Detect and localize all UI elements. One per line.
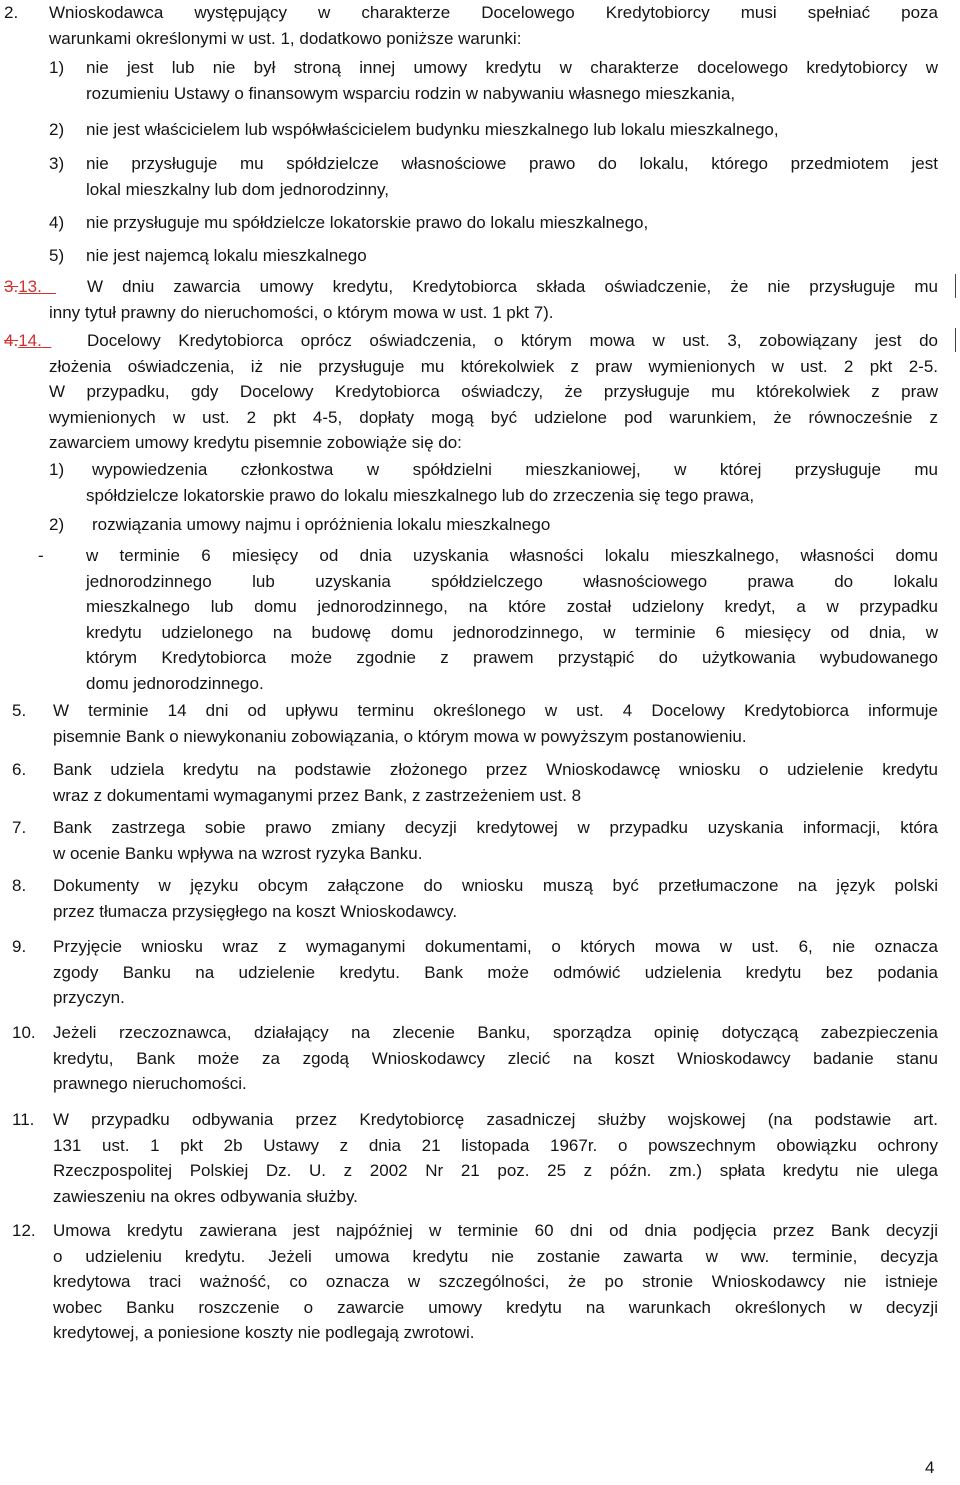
text-line: kredytowej, a poniesione koszty nie podlegają zwrotowi. [53,1323,475,1342]
item-number [4,328,51,354]
text-line: kredytu udzielonego na budowę domu jednorodzinnego, w terminie 6 miesięcy od dnia, w [86,622,938,642]
item-4-sub-2 [0,512,938,538]
text-line: W przypadku, gdy Docelowy Kredytobiorca oświadczy, że przysługuje mu którekolwiek z praw [49,382,938,401]
text-line: w ocenie Banku wpływa na wzrost ryzyka Banku. [53,843,423,863]
text-line: W przypadku odbywania przez Kredytobiorcę zasadniczej służby wojskowej (na podstawie art. [53,1110,938,1129]
item-number: 6. [12,760,27,779]
inserted-number: 13. [18,277,42,296]
item-number: 11. [12,1110,35,1129]
item-number: 2. [4,3,19,22]
dash-marker: - [38,546,44,565]
item-4-sub-1 [0,457,938,508]
text-line: pisemnie Bank o niewykonaniu zobowiązania, o którym mowa w powyższym postanowieniu. [53,726,747,746]
text-line: 131 ust. 1 pkt 2b Ustawy z dnia 21 listopada 1967r. o powszechnym obowiązku ochrony [53,1135,938,1155]
text-line: przyczyn. [53,988,125,1007]
text-line: wymienionych w ust. 2 pkt 4-5, dopłaty mogą być udzielone pod warunkiem, że równocześnie z [49,407,938,427]
text-line: wraz z dokumentami wymaganymi przez Bank, z zastrzeżeniem ust. 8 [53,785,582,805]
condition-number: 5) [49,246,65,265]
text-line: Umowa kredytu zawierana jest najpóźniej w terminie 60 dni od dnia podjęcia przez Bank decyzji [53,1221,938,1240]
text-line: wobec Banku roszczenie o zawarcie umowy kredytu na warunkach określonych w decyzji [53,1297,938,1317]
text-line: wypowiedzenia członkostwa w spółdzielni mieszkaniowej, w której przysługuje mu [92,460,938,479]
item-9 [0,934,938,1011]
text-line: Dokumenty w języku obcym załączone do wniosku muszą być przetłumaczone na język polski [53,876,938,895]
text-line: o udzieleniu kredytu. Jeżeli umowa kredytu nie zostanie zawarta w ww. terminie, decyzja [53,1246,938,1266]
item-8 [0,873,938,924]
sub-number: 1) [49,460,65,479]
item-4-dash [0,543,938,696]
item-number [4,274,56,300]
text-line: jednorodzinnego lub uzyskania spółdzielczego własnościowego prawa do lokalu [86,571,938,591]
text-line: W terminie 14 dni od upływu terminu określonego w ust. 4 Docelowy Kredytobiorca informuje [53,701,938,720]
text-line: złożenia oświadczenia, iż nie przysługuje mu którekolwiek z praw wymienionych w ust. 2 pkt 2-5. [49,356,938,376]
text-line: Bank zastrzega sobie prawo zmiany decyzji kredytowej w przypadku uzyskania informacji, która [53,818,938,837]
condition-4 [0,210,938,236]
condition-3 [0,151,938,202]
text-line: spółdzielcze lokatorskie prawo do lokalu mieszkalnego lub do zrzeczenia się tego prawa, [86,485,755,505]
condition-number: 3) [49,154,65,173]
item-number: 10. [12,1023,36,1042]
condition-number: 1) [49,58,65,77]
text-line: Jeżeli rzeczoznawca, działający na zlecenie Banku, sporządza opinię dotyczącą zabezpieczenia [53,1023,938,1042]
item-2 [0,0,938,51]
deleted-number: 3. [4,277,19,296]
condition-1 [0,55,938,106]
item-7 [0,815,938,866]
item-11 [0,1107,938,1209]
change-bar [955,274,956,298]
text-line: Wnioskodawca występujący w charakterze Docelowego Kredytobiorcy musi spełniać poza [49,3,938,22]
item-number: 9. [12,937,27,956]
text-line: inny tytuł prawny do nieruchomości, o którym mowa w ust. 1 pkt 7). [49,302,554,322]
text-line: nie przysługuje mu spółdzielcze lokatorskie prawo do lokalu mieszkalnego, [86,213,649,232]
text-line: warunkami określonymi w ust. 1, dodatkowo poniższe warunki: [49,28,522,48]
condition-5 [0,243,938,269]
text-line: Bank udziela kredytu na podstawie złożonego przez Wnioskodawcę wniosku o udzielenie kredytu [53,760,938,779]
item-4 [0,328,938,456]
text-line: nie jest najemcą lokalu mieszkalnego [86,246,367,265]
item-6 [0,757,938,808]
condition-2 [0,117,938,143]
text-line: prawnego nieruchomości. [53,1074,247,1093]
page-number: 4 [925,1458,935,1477]
text-line: kredytowa traci ważność, co oznacza w szczególności, że po stronie Wnioskodawcy nie istnieje [53,1272,938,1291]
condition-number: 2) [49,120,65,139]
text-line: lokal mieszkalny lub dom jednorodzinny, [86,179,390,199]
change-bar [955,328,956,352]
text-line: nie jest lub nie był stroną innej umowy kredytu w charakterze docelowego kredytobiorcy w [86,58,938,77]
text-line: zawieszeniu na okres odbywania służby. [53,1186,358,1206]
text-line: Przyjęcie wniosku wraz z wymaganymi dokumentami, o których mowa w ust. 6, nie oznacza [53,937,938,956]
inserted-number: 14. [18,331,42,350]
text-line: zgody Banku na udzielenie kredytu. Bank może odmówić udzielenia kredytu bez podania [53,962,938,982]
text-line: przez tłumacza przysięgłego na koszt Wnioskodawcy. [53,901,458,921]
item-number: 7. [12,818,27,837]
text-line: zawarciem umowy kredytu pisemnie zobowiąże się do: [49,433,462,452]
item-3 [0,274,938,325]
text-line: rozumieniu Ustawy o finansowym wsparciu rodzin w nabywaniu własnego mieszkania, [86,83,736,103]
text-line: domu jednorodzinnego. [86,673,264,693]
text-line: nie jest właścicielem lub współwłaścicielem budynku mieszkalnego lub lokalu mieszkalnego, [86,120,779,139]
text-line: Docelowy Kredytobiorca oprócz oświadczenia, o którym mowa w ust. 3, zobowiązany jest do [87,331,938,350]
text-line: W dniu zawarcia umowy kredytu, Kredytobiorca składa oświadczenie, że nie przysługuje mu [87,277,938,296]
text-line: którym Kredytobiorca może zgodnie z prawem przystąpić do użytkowania wybudowanego [86,648,938,667]
item-12 [0,1218,938,1346]
condition-number: 4) [49,213,65,232]
text-line: kredytu, Bank może za zgodą Wnioskodawcy zlecić na koszt Wnioskodawcy badanie stanu [53,1048,938,1068]
text-line: w terminie 6 miesięcy od dnia uzyskania własności lokalu mieszkalnego, własności domu [86,546,938,565]
text-line: nie przysługuje mu spółdzielcze własnościowe prawo do lokalu, którego przedmiotem jest [86,154,938,173]
text-line: Rzeczpospolitej Polskiej Dz. U. z 2002 Nr 21 poz. 25 z późn. zm.) spłata kredytu nie ulega [53,1161,938,1180]
item-number: 5. [12,701,27,720]
sub-number: 2) [49,515,65,534]
text-line: rozwiązania umowy najmu i opróżnienia lokalu mieszkalnego [92,515,551,534]
text-line: mieszkalnego lub domu jednorodzinnego, na które został udzielony kredyt, a w przypadku [86,597,938,616]
item-number: 8. [12,876,27,895]
item-5 [0,698,938,749]
item-10 [0,1020,938,1097]
deleted-number: 4. [4,331,19,350]
item-number: 12. [12,1221,36,1240]
